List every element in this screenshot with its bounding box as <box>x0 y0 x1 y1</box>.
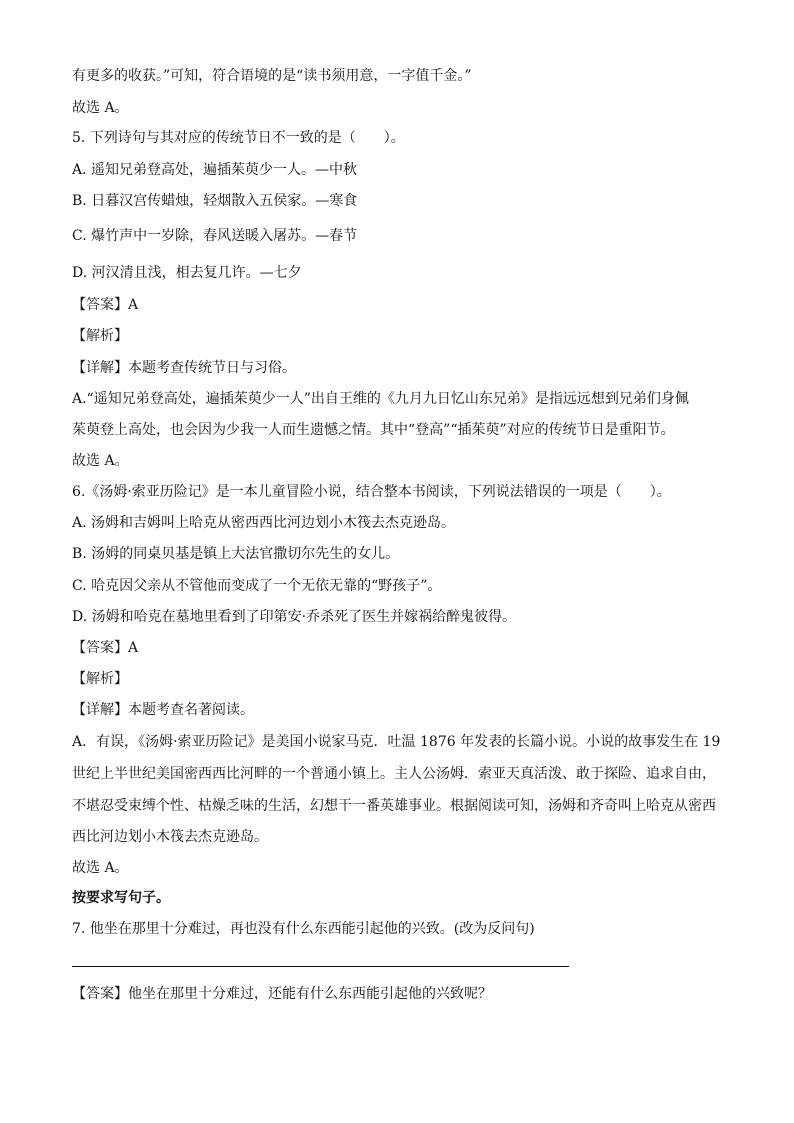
detail-text: 西比河边划小木筏去杰克逊岛。 <box>72 829 268 845</box>
option-d: D. 汤姆和哈克在墓地里看到了印第安·乔杀死了医生并嫁祸给醉鬼彼得。 <box>72 609 517 625</box>
detail-text: A.“遥知兄弟登高处，遍插茱萸少一人”出自王维的《九月九日忆山东兄弟》是指远远想到兄弟们身佩 <box>72 391 689 407</box>
detail-text: 【详解】本题考查传统节日与习俗。 <box>72 360 296 376</box>
text-line: 故选 A。 <box>72 100 129 116</box>
answer-label: 【答案】A <box>72 640 139 656</box>
option-d: D. 河汉清且浅，相去复几许。—七夕 <box>72 265 302 281</box>
option-a: A. 遥知兄弟登高处，遍插茱萸少一人。—中秋 <box>72 162 358 178</box>
answer-blank-line <box>72 966 569 967</box>
option-c: C. 哈克因父亲从不管他而变成了一个无依无靠的“野孩子”。 <box>72 578 442 594</box>
analysis-label: 【解析】 <box>72 671 128 687</box>
answer-label: 【答案】A <box>72 297 139 313</box>
detail-text: A．有误，《汤姆·索亚历险记》是美国小说家马克．吐温 1876 年发表的长篇小说。小说的故事发生在 19 <box>72 734 721 750</box>
question-7: 7. 他坐在那里十分难过，再也没有什么东西能引起他的兴致。(改为反问句) <box>72 921 535 937</box>
analysis-label: 【解析】 <box>72 328 128 344</box>
answer-text: 【答案】他坐在那里十分难过，还能有什么东西能引起他的兴致呢？ <box>72 986 492 1002</box>
detail-text: 不堪忍受束缚个性、枯燥乏味的生活，幻想干一番英雄事业。根据阅读可知，汤姆和齐奇叫上哈克从密西 <box>72 798 716 814</box>
text-line: 故选 A。 <box>72 860 129 876</box>
detail-text: 世纪上半世纪美国密西西比河畔的一个普通小镇上。主人公汤姆．索亚天真活泼、敢于探险、追求自由， <box>72 766 716 782</box>
question-6: 6.《汤姆·索亚历险记》是一本儿童冒险小说，结合整本书阅读，下列说法错误的一项是（ ）。 <box>72 484 671 500</box>
detail-text: 【详解】本题考查名著阅读。 <box>72 702 254 718</box>
question-5: 5. 下列诗句与其对应的传统节日不一致的是（ ）。 <box>72 130 405 146</box>
option-b: B. 日暮汉宫传蜡烛，轻烟散入五侯家。—寒食 <box>72 193 358 209</box>
detail-text: 茱萸登上高处，也会因为少我一人而生遗憾之情。其中“登高”“插茱萸”对应的传统节日是重阳节。 <box>72 422 675 438</box>
text-line: 有更多的收获。”可知，符合语境的是“读书须用意，一字值千金。” <box>72 68 472 84</box>
option-a: A. 汤姆和吉姆叫上哈克从密西西比河边划小木筏去杰克逊岛。 <box>72 515 456 531</box>
option-b: B. 汤姆的同桌贝基是镇上大法官撒切尔先生的女儿。 <box>72 546 400 562</box>
option-c: C. 爆竹声中一岁除，春风送暖入屠苏。—春节 <box>72 228 358 244</box>
section-heading: 按要求写句子。 <box>72 890 170 906</box>
text-line: 故选 A。 <box>72 453 129 469</box>
